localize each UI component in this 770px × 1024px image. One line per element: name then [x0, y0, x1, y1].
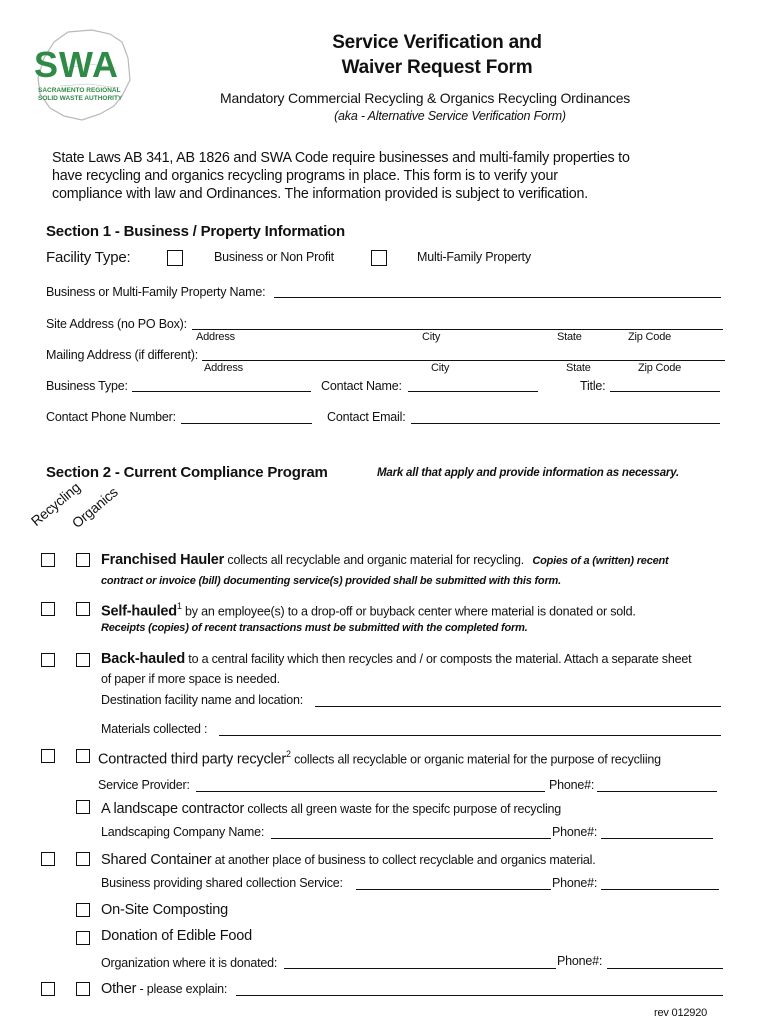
- mail-sub-address: Address: [204, 362, 243, 374]
- composting-label: On-Site Composting: [101, 902, 228, 918]
- mail-sub-zip: Zip Code: [638, 362, 682, 374]
- franchised-text: collects all recyclable and organic material for recycling.: [224, 553, 525, 567]
- service-phone-field[interactable]: [597, 791, 717, 792]
- logo-line1: SACRAMENTO REGIONAL: [38, 87, 121, 94]
- contracted-title: Contracted third party recycler: [98, 751, 287, 768]
- landscape-text: collects all green waste for the specifc purpose of recycling: [244, 802, 562, 816]
- shared-phone-label: Phone#:: [552, 876, 598, 890]
- mail-sub-state: State: [566, 362, 591, 374]
- backhauled-line2: of paper if more space is needed.: [101, 672, 280, 686]
- title-field[interactable]: [610, 391, 720, 392]
- contracted-line1: [98, 749, 661, 768]
- backhauled-text: to a central facility which then recycles and / or composts the material. Attach a separate sheet: [185, 652, 692, 666]
- org-donated-field[interactable]: [284, 968, 556, 969]
- donation-label: Donation of Edible Food: [101, 928, 252, 944]
- contact-name-label: Contact Name:: [321, 379, 402, 393]
- page-subtitle: Mandatory Commercial Recycling & Organics Recycling Ordinances: [220, 90, 631, 106]
- franchised-title: Franchised Hauler: [101, 552, 225, 568]
- donation-phone-field[interactable]: [607, 968, 723, 969]
- materials-field[interactable]: [219, 735, 721, 736]
- contracted-text: collects all recyclable or organic material for the purpose of recycliing: [290, 752, 661, 767]
- site-sub-city: City: [422, 331, 441, 343]
- business-nonprofit-checkbox[interactable]: [167, 250, 183, 266]
- landscape-organics-checkbox[interactable]: [76, 800, 90, 814]
- selfhauled-text: by an employee(s) to a drop-off or buyback center where material is donated or sold.: [181, 604, 636, 619]
- service-provider-label: Service Provider:: [98, 778, 190, 792]
- intro-line3: compliance with law and Ordinances. The information provided is subject to verification.: [52, 186, 589, 202]
- selfhauled-title: Self-hauled: [101, 603, 177, 620]
- shared-line1: [101, 851, 596, 869]
- franchised-note2: contract or invoice (bill) documenting service(s) provided shall be submitted with this form.: [101, 575, 561, 587]
- logo-line2: SOLID WASTE AUTHORITY: [38, 95, 123, 102]
- backhauled-recycling-checkbox[interactable]: [41, 653, 55, 667]
- site-sub-address: Address: [196, 331, 235, 343]
- site-address-field[interactable]: [192, 329, 723, 330]
- contact-phone-label: Contact Phone Number:: [46, 410, 176, 424]
- revision-code: rev 012920: [654, 1007, 708, 1019]
- section2-instruction: Mark all that apply and provide information as necessary.: [377, 467, 679, 479]
- shared-organics-checkbox[interactable]: [76, 852, 90, 866]
- franchised-note1: Copies of a (written) recent: [532, 555, 669, 567]
- intro-line1: State Laws AB 341, AB 1826 and SWA Code require businesses and multi-family properties to: [52, 150, 630, 166]
- org-donated-label: Organization where it is donated:: [101, 956, 278, 970]
- shared-title: Shared Container: [101, 852, 212, 868]
- landscape-company-label: Landscaping Company Name:: [101, 825, 265, 839]
- shared-phone-field[interactable]: [601, 889, 719, 890]
- multifamily-label: Multi-Family Property: [417, 250, 531, 264]
- service-provider-field[interactable]: [196, 791, 545, 792]
- business-type-field[interactable]: [132, 391, 311, 392]
- other-title: Other: [101, 981, 137, 997]
- contracted-footnote: 2: [286, 749, 291, 759]
- logo-text: SWA: [34, 44, 120, 85]
- service-phone-label: Phone#:: [549, 778, 595, 792]
- contact-email-field[interactable]: [411, 423, 720, 424]
- landscape-title: A landscape contractor: [101, 801, 245, 817]
- shared-recycling-checkbox[interactable]: [41, 852, 55, 866]
- contact-name-field[interactable]: [408, 391, 538, 392]
- property-name-field[interactable]: [274, 297, 721, 298]
- section1-heading: Section 1 - Business / Property Information: [46, 223, 345, 240]
- materials-label: Materials collected :: [101, 722, 208, 736]
- other-organics-checkbox[interactable]: [76, 982, 90, 996]
- backhauled-line1: [101, 650, 691, 668]
- destination-label: Destination facility name and location:: [101, 693, 304, 707]
- landscape-company-field[interactable]: [271, 838, 551, 839]
- swa-logo: [30, 28, 140, 123]
- column-label-recycling: Recycling: [27, 478, 84, 529]
- mail-sub-city: City: [431, 362, 450, 374]
- selfhauled-note: Receipts (copies) of recent transactions must be submitted with the completed form.: [101, 622, 528, 634]
- intro-line2: have recycling and organics recycling programs in place. This form is to verify your: [52, 168, 558, 184]
- destination-field[interactable]: [315, 706, 721, 707]
- other-line: [101, 980, 227, 998]
- contact-phone-field[interactable]: [181, 423, 312, 424]
- franchised-line1: [101, 551, 669, 569]
- other-text: - please explain:: [136, 982, 228, 996]
- business-type-label: Business Type:: [46, 379, 128, 393]
- site-sub-zip: Zip Code: [628, 331, 672, 343]
- page-aka: (aka - Alternative Service Verification Form): [334, 109, 566, 123]
- other-recycling-checkbox[interactable]: [41, 982, 55, 996]
- business-nonprofit-label: Business or Non Profit: [214, 250, 334, 264]
- mailing-address-label: Mailing Address (if different):: [46, 348, 198, 362]
- facility-type-label: Facility Type:: [46, 249, 131, 266]
- contracted-organics-checkbox[interactable]: [76, 749, 90, 763]
- selfhauled-footnote: 1: [176, 601, 182, 611]
- other-explain-field[interactable]: [236, 995, 723, 996]
- site-sub-state: State: [557, 331, 582, 343]
- mailing-address-field[interactable]: [202, 360, 725, 361]
- site-address-label: Site Address (no PO Box):: [46, 317, 187, 331]
- section2-heading: Section 2 - Current Compliance Program: [46, 464, 328, 481]
- backhauled-organics-checkbox[interactable]: [76, 653, 90, 667]
- landscape-line1: [101, 800, 561, 818]
- donation-organics-checkbox[interactable]: [76, 931, 90, 945]
- franchised-organics-checkbox[interactable]: [76, 553, 90, 567]
- landscape-phone-field[interactable]: [601, 838, 713, 839]
- page-title-line1: Service Verification and: [332, 32, 542, 53]
- shared-text: at another place of business to collect recyclable and organics material.: [211, 853, 596, 867]
- donation-phone-label: Phone#:: [557, 954, 603, 968]
- column-label-organics: Organics: [68, 483, 121, 531]
- selfhauled-recycling-checkbox[interactable]: [41, 602, 55, 616]
- franchised-recycling-checkbox[interactable]: [41, 553, 55, 567]
- title-label: Title:: [580, 379, 606, 393]
- contact-email-label: Contact Email:: [327, 410, 406, 424]
- selfhauled-organics-checkbox[interactable]: [76, 602, 90, 616]
- shared-business-field[interactable]: [356, 889, 551, 890]
- backhauled-title: Back-hauled: [101, 651, 186, 667]
- selfhauled-line1: [101, 601, 636, 620]
- shared-business-label: Business providing shared collection Service:: [101, 876, 343, 890]
- composting-organics-checkbox[interactable]: [76, 903, 90, 917]
- property-name-label: Business or Multi-Family Property Name:: [46, 285, 266, 299]
- multifamily-checkbox[interactable]: [371, 250, 387, 266]
- landscape-phone-label: Phone#:: [552, 825, 598, 839]
- page-title-line2: Waiver Request Form: [341, 57, 533, 78]
- contracted-recycling-checkbox[interactable]: [41, 749, 55, 763]
